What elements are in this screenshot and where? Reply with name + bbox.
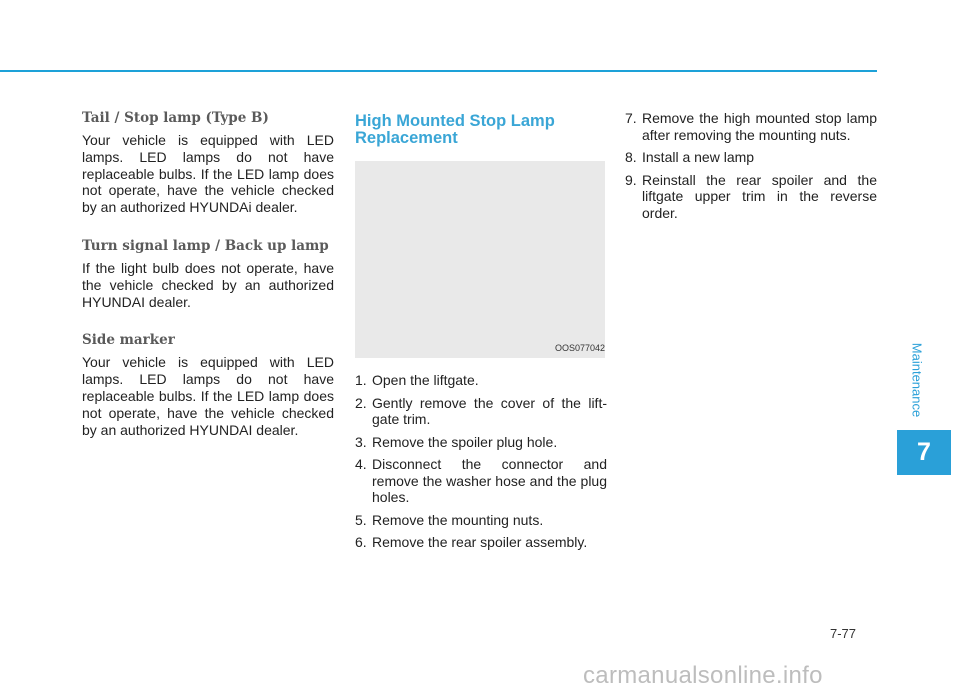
steps-list-2 — [625, 110, 877, 221]
section-heading-turn-signal: Turn signal lamp / Back up lamp — [82, 237, 329, 254]
top-rule — [0, 70, 877, 72]
section-text-tail-stop: Your vehicle is equipped with LED lamps. LED lamps do not have replaceable bulbs. If the LED lamp does not operate, have the vehicle checked by an authorized HYUNDAi dealer. — [82, 132, 334, 216]
column-1 — [82, 110, 334, 460]
step-number: 1. — [355, 372, 367, 388]
figure-placeholder — [355, 161, 605, 358]
step-item — [355, 534, 607, 551]
step-item — [625, 149, 877, 166]
chapter-number: 7 — [917, 438, 931, 466]
step-item — [355, 434, 607, 451]
step-item — [355, 456, 607, 506]
step-text: Remove the spoiler plug hole. — [372, 433, 558, 450]
step-item — [355, 395, 607, 428]
step-text: Reinstall the rear spoiler and the liftgate upper trim in the reverse order. — [642, 171, 877, 221]
page-number: 7-77 — [830, 626, 857, 641]
chapter-side-label — [902, 335, 932, 425]
step-number: 7. — [625, 110, 637, 126]
step-item — [355, 512, 607, 529]
step-text: Remove the high mounted stop lamp after removing the mounting nuts. — [642, 110, 877, 143]
step-text: Open the liftgate. — [372, 372, 479, 388]
section-title: High Mounted Stop Lamp Replacement — [355, 112, 555, 147]
step-text: Disconnect the connector and remove the washer hose and the plug holes. — [372, 456, 607, 505]
step-text: Remove the rear spoiler assembly. — [372, 534, 588, 550]
column-3 — [625, 110, 877, 227]
step-number: 5. — [355, 511, 367, 528]
section-heading-tail-stop: Tail / Stop lamp (Type B) — [82, 110, 269, 126]
chapter-label-text: Maintenance — [909, 342, 925, 418]
step-text: Remove the mounting nuts. — [372, 511, 544, 528]
step-item — [355, 372, 607, 389]
step-text: Gently remove the cover of the lift-gate trim. — [372, 394, 607, 427]
steps-list-1 — [355, 372, 607, 551]
step-number: 4. — [355, 456, 367, 472]
step-number: 2. — [355, 394, 367, 411]
step-number: 6. — [355, 534, 367, 550]
section-text-side-marker: Your vehicle is equipped with LED lamps. LED lamps do not have replaceable bulbs. If the LED lamp does not operate, have the vehicle checked by an authorized HYUNDAI dealer. — [82, 354, 334, 438]
step-number: 8. — [625, 149, 637, 165]
column-2 — [355, 110, 607, 557]
step-number: 3. — [355, 433, 367, 450]
step-text: Install a new lamp — [642, 149, 755, 165]
step-item — [625, 172, 877, 222]
chapter-tab — [897, 430, 951, 475]
section-heading-side-marker: Side marker — [82, 332, 175, 349]
step-number: 9. — [625, 171, 637, 188]
figure-caption: OOS077042 — [554, 343, 605, 353]
watermark: carmanualsonline.info — [583, 662, 823, 689]
section-text-turn-signal: If the light bulb does not operate, have the vehicle checked by an authorized HYUNDAI dealer. — [82, 259, 334, 310]
step-item — [625, 110, 877, 143]
